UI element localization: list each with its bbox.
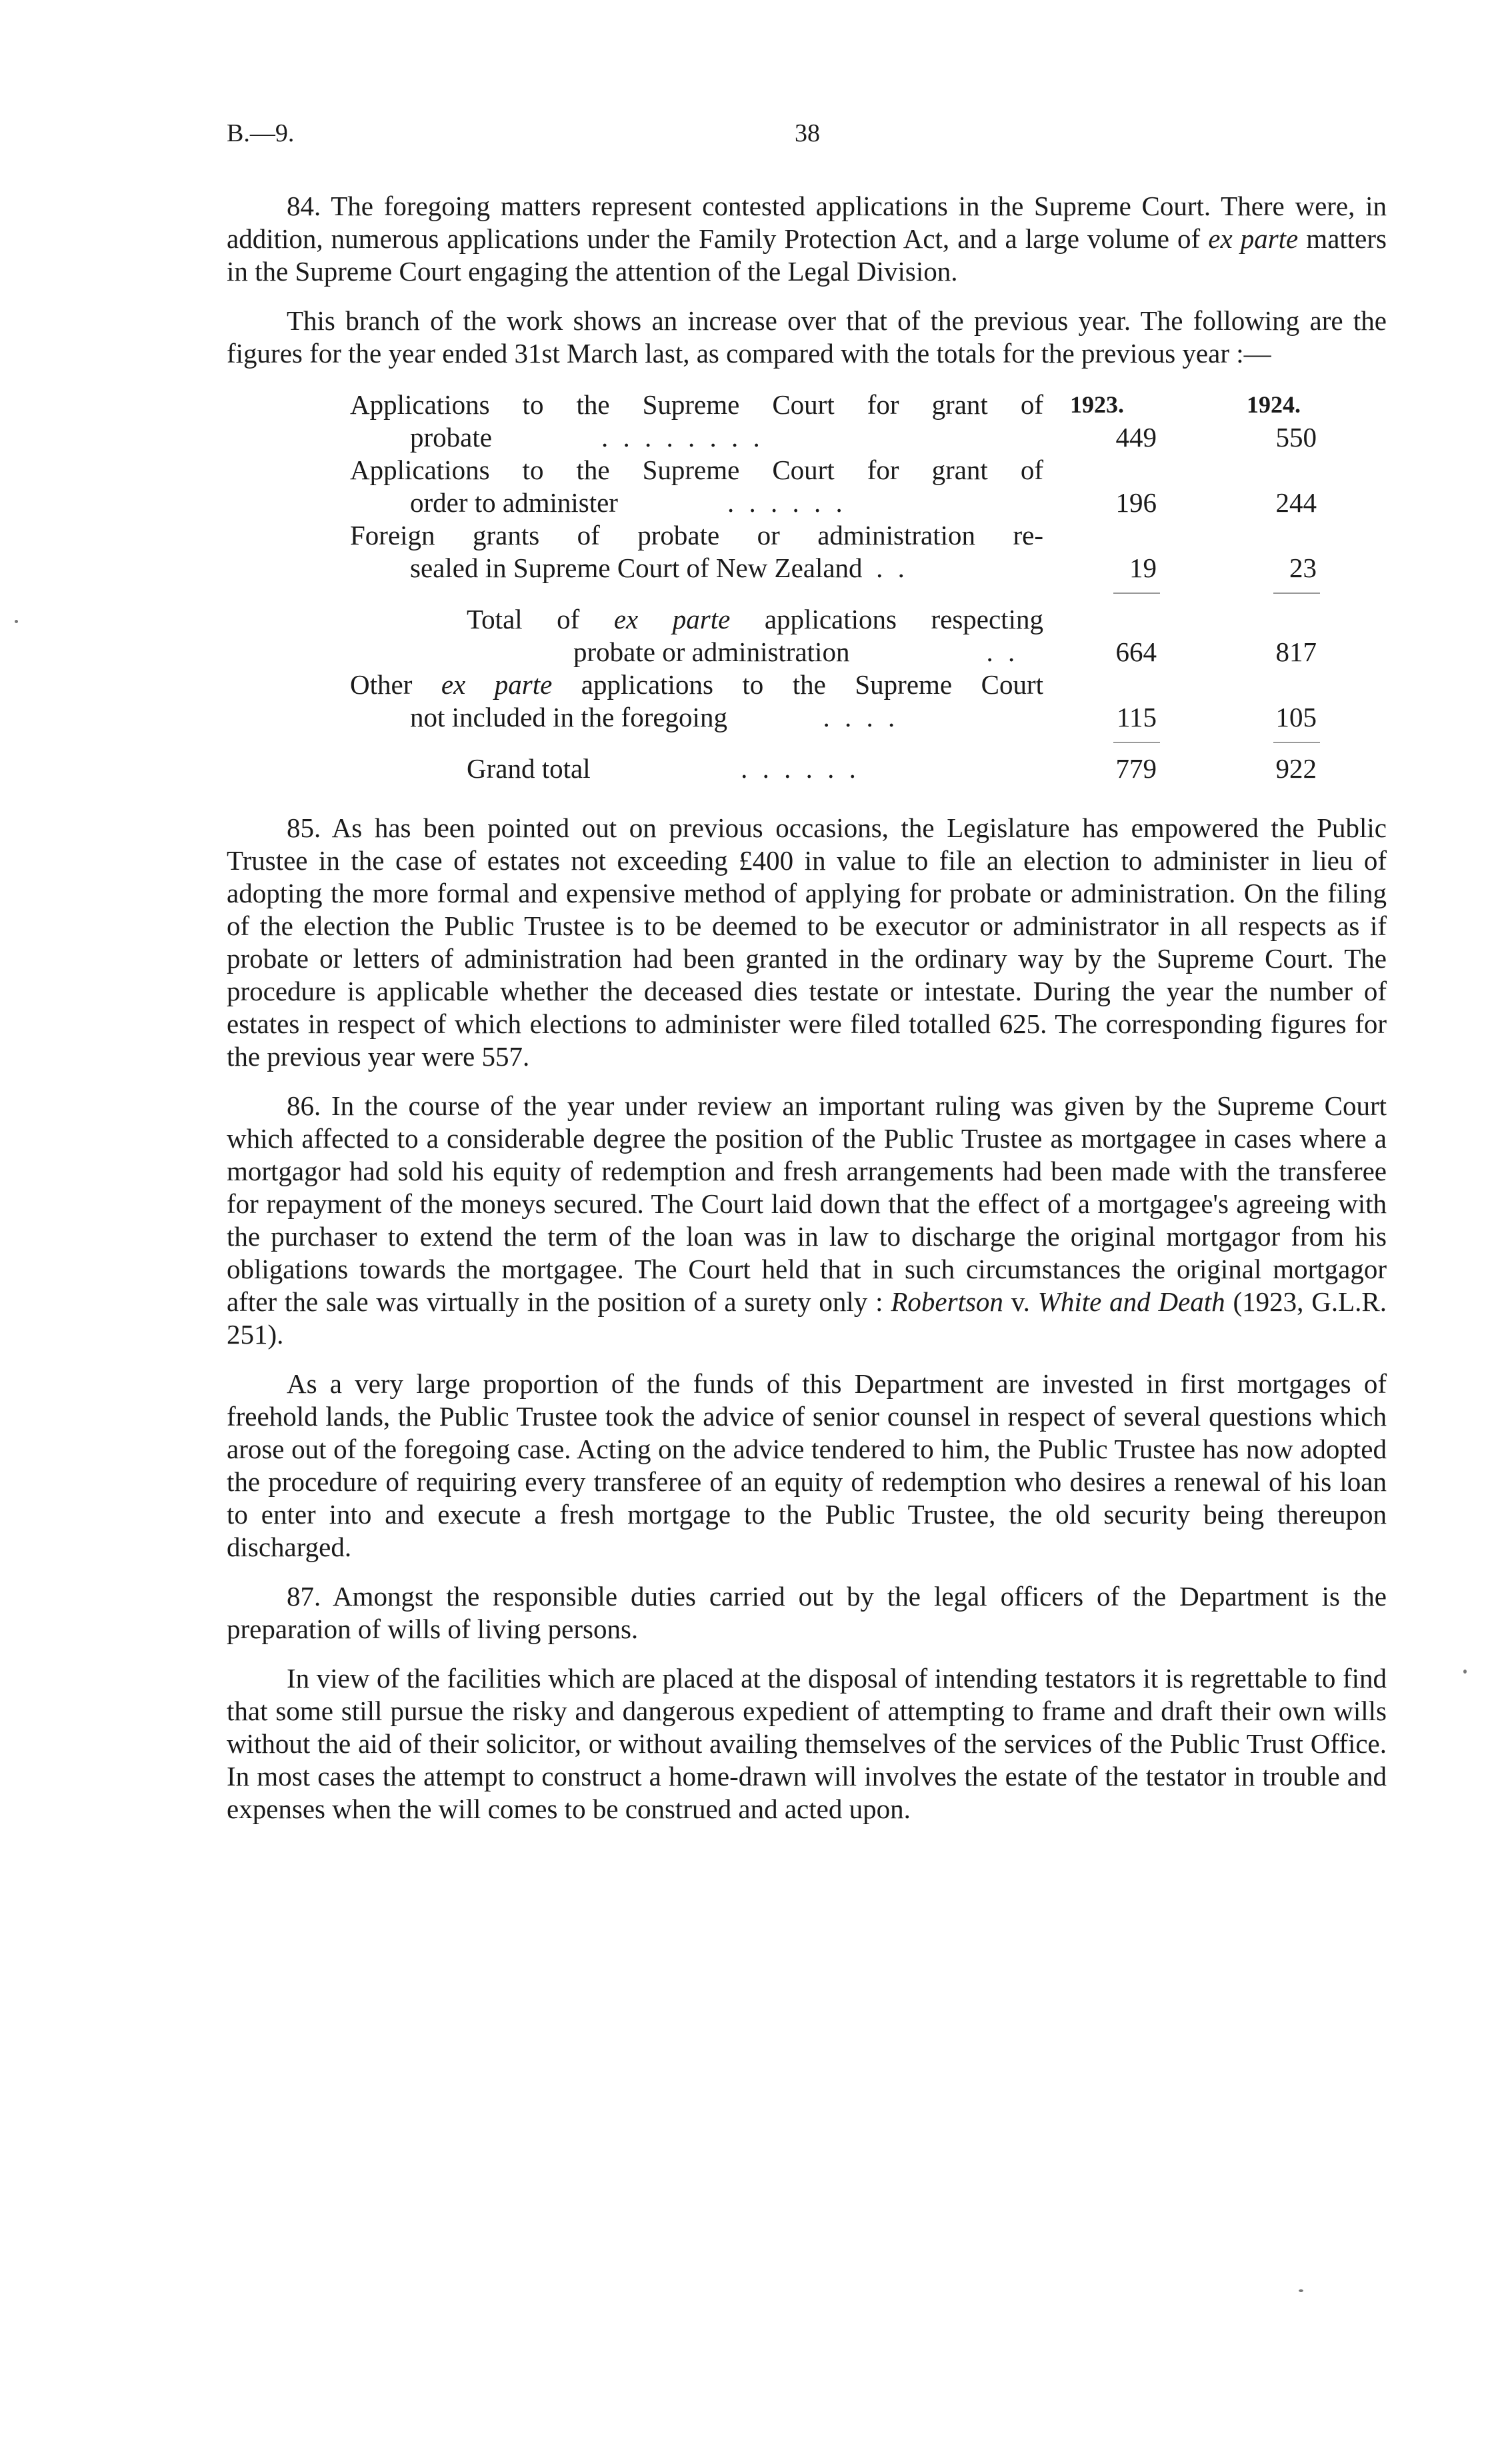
scan-speck (1299, 2289, 1303, 2292)
paragraph-86 (227, 1090, 1387, 1351)
table-row-total-ex-parte (350, 603, 1340, 668)
row-label-line1: Foreign grants of probate or administration re- (350, 520, 1043, 551)
value-1924: 922 (1275, 753, 1317, 784)
value-1924: 23 (1289, 553, 1317, 583)
row-label-text: probate or administration (573, 636, 850, 667)
dot-leaders: . . (876, 553, 909, 583)
row-label-line1 (467, 603, 1043, 636)
case-name-white-and-death: White and Death (1037, 1286, 1225, 1317)
rule-1923 (1113, 593, 1160, 594)
paragraph-84 (227, 190, 1387, 288)
rule-1923 (1113, 742, 1160, 743)
total-rule (350, 734, 1340, 752)
scan-speck (1463, 1670, 1467, 1674)
row-label-text: sealed in Supreme Court of New Zealand (410, 553, 863, 583)
row-label-line2 (467, 636, 1043, 668)
row-label-text: probate (410, 422, 492, 453)
label-text-a: Other (350, 669, 441, 700)
label-text-a: Total of (467, 604, 614, 634)
paragraph-84-text-b: matters in the Supreme Court engaging the attention of the Legal Division. (227, 223, 1387, 287)
case-citation: (1923, G.L.R. 251). (227, 1286, 1387, 1350)
row-label (350, 668, 1043, 734)
label-italic: ex parte (441, 669, 553, 700)
dot-leaders: . . . . . . (741, 753, 860, 784)
column-header-1924: 1924. (1247, 391, 1301, 418)
paragraph-87: 87. Amongst the responsible duties carried out by the legal officers of the Department is the preparation of wills of living persons. (227, 1581, 1387, 1644)
paragraph-85: 85. As has been pointed out on previous occasions, the Legislature has empowered the Public Trustee in the case of estates not exceeding £400 in value to file an election to administer in lieu of adopting the more formal and expensive method of applying for probate or administration. On the filing of the election the Public Trustee is to be deemed to be executor or administrator in all respects as if probate or letters of administration had been granted in the ordinary way by the Supreme Court. The procedure is applicable whether the deceased dies testate or intestate. During the year the number of estates in respect of which elections to administer were filed totalled 625. The corresponding figures for the previous year were 557. (227, 812, 1387, 1072)
label-text-b: applications respecting (730, 604, 1043, 634)
row-label (350, 389, 1043, 454)
table-row-probate (350, 389, 1340, 454)
row-label-line1: Applications to the Supreme Court for grant of (350, 389, 1043, 420)
subtotal-rule (350, 585, 1340, 603)
rule-1924 (1273, 742, 1320, 743)
paragraph-84-italic: ex parte (1208, 223, 1299, 254)
value-1924: 244 (1275, 487, 1317, 518)
paragraph-86-continued: As a very large proportion of the funds of this Department are invested in first mortgages of freehold lands, the Public Trustee took the advice of senior counsel in respect of several questions which arose out of the foregoing case. Acting on the advice tendered to him, the Public Trustee has now adopted the procedure of requiring every transferee of an equity of redemption who desires a renewal of his loan to enter into and execute a fresh mortgage to the Public Trustee, the old security being thereupon discharged. (227, 1368, 1387, 1562)
paragraph-84-continued: This branch of the work shows an increase over that of the previous year. The following are the figures for the year ended 31st March last, as compared with the totals for the previous year :— (227, 305, 1387, 369)
value-1923: 19 (1129, 553, 1157, 583)
value-1923: 664 (1115, 636, 1157, 667)
page-number: 38 (795, 119, 820, 147)
report-reference: B.—9. (227, 119, 295, 147)
value-1924: 550 (1275, 422, 1317, 453)
row-label-text: order to administer (410, 487, 618, 518)
value-1923: 449 (1115, 422, 1157, 453)
page-header (227, 119, 1387, 159)
body-text (227, 190, 1387, 1842)
table-row-other-ex-parte (350, 668, 1340, 734)
dot-leaders: . . . . . . . . (601, 422, 764, 453)
row-label-line2 (350, 701, 1043, 734)
value-1923: 115 (1117, 702, 1157, 732)
paragraph-87-continued: In view of the facilities which are placed at the disposal of intending testators it is regrettable to find that some still pursue the risky and dangerous expedient of attempting to frame and draft their own wills without the aid of their solicitor, or without availing themselves of the services of the Public Trust Office. In most cases the attempt to construct a home-drawn will involves the estate of the testator in trouble and expenses when the will comes to be construed and acted upon. (227, 1663, 1387, 1824)
value-1924: 105 (1275, 702, 1317, 732)
row-label-line2 (350, 421, 1043, 454)
probate-applications-table (350, 389, 1340, 785)
row-label (350, 454, 1043, 519)
row-label (350, 519, 1043, 585)
case-name-robertson: Robertson (891, 1286, 1003, 1317)
row-label-line1: Applications to the Supreme Court for grant of (350, 455, 1043, 485)
scan-speck (15, 620, 18, 623)
row-label-line1 (350, 668, 1043, 701)
value-1923: 196 (1115, 487, 1157, 518)
label-text-b: applications to the Supreme Court (552, 669, 1043, 700)
row-label (350, 752, 1043, 785)
dot-leaders: . . . . . . (727, 487, 847, 518)
row-label-line2 (350, 487, 1043, 519)
value-1923: 779 (1115, 753, 1157, 784)
row-label (350, 603, 1043, 668)
row-label-text: not included in the foregoing (410, 702, 727, 732)
case-versus: v. (1003, 1286, 1038, 1317)
value-1924: 817 (1275, 636, 1317, 667)
rule-1924 (1273, 593, 1320, 594)
row-label-line1 (467, 752, 1043, 785)
column-header-1923: 1923. (1070, 391, 1124, 418)
table-row-grand-total (350, 752, 1340, 785)
row-label-line2 (350, 552, 1043, 585)
paragraph-84-text-a: 84. The foregoing matters represent contested applications in the Supreme Court. There were, in addition, numerous applications under the Family Protection Act, and a large volume of (227, 191, 1387, 254)
label-italic: ex parte (613, 604, 731, 634)
table-row-order-to-administer (350, 454, 1340, 519)
dot-leaders: . . (986, 636, 1019, 667)
table-row-foreign-grants (350, 519, 1340, 585)
dot-leaders: . . . . (823, 702, 899, 732)
paragraph-86-text-a: 86. In the course of the year under review an important ruling was given by the Supreme Court which affected to a considerable degree the position of the Public Trustee as mortgagee in cases where a mortgagor had sold his equity of redemption and fresh arrangements had been made with the transferee for repayment of the moneys secured. The Court laid down that the effect of a mortgagee's agreeing with the purchaser to extend the term of the loan was in law to discharge the original mortgagor from his obligations towards the mortgagee. The Court held that in such circumstances the original mortgagor after the sale was virtually in the position of a surety only : (227, 1090, 1387, 1317)
grand-total-label: Grand total (467, 753, 591, 784)
